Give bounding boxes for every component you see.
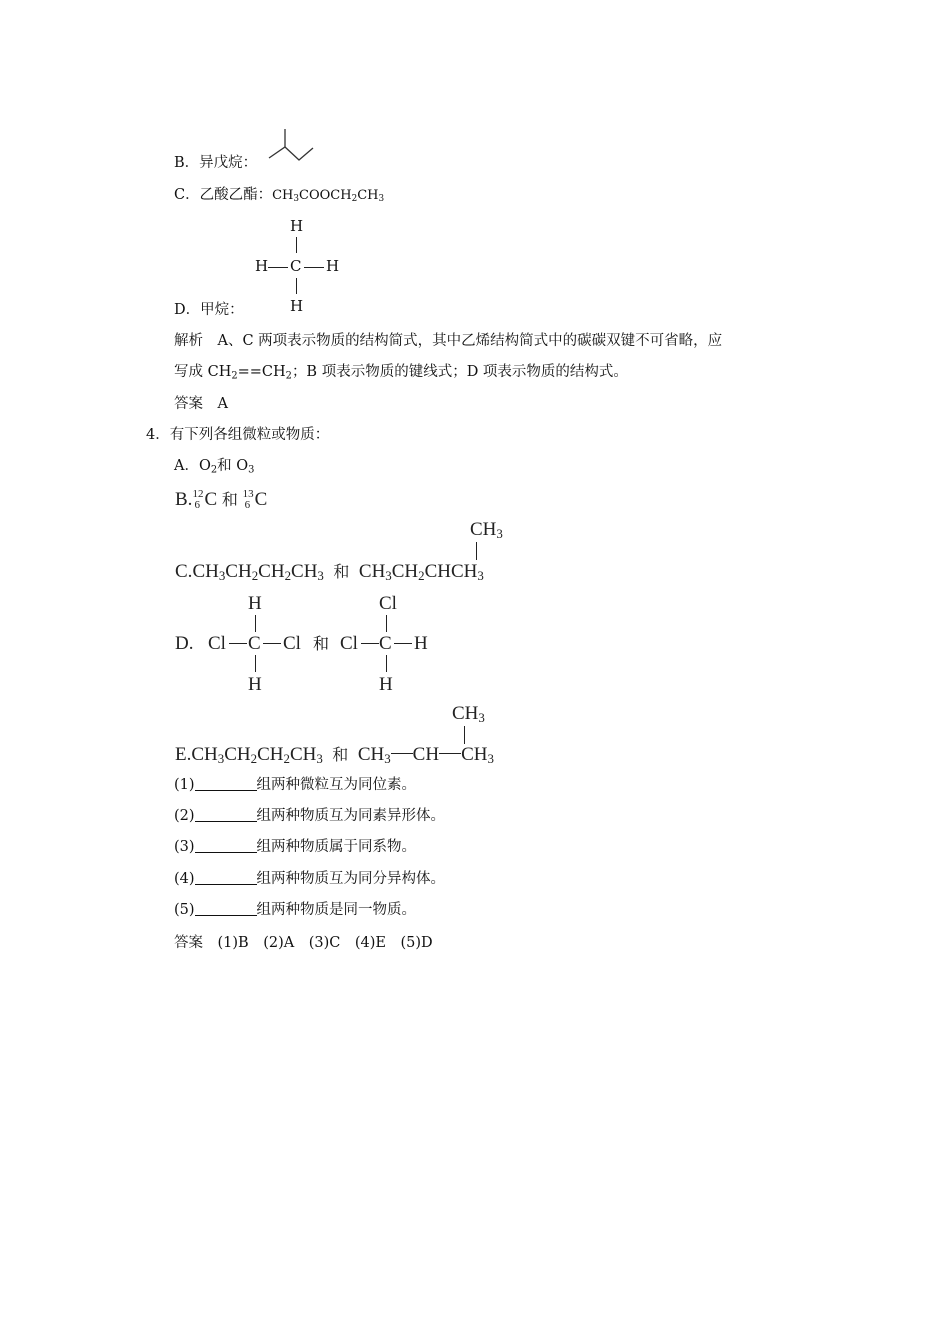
isotope-c12: 12 6 (192, 488, 204, 511)
d2-bond-top (386, 615, 387, 632)
q3-answer: 答案 A (174, 396, 228, 412)
d2-center: C (379, 633, 392, 654)
blank-line-3: (3) 组两种物质属于同系物。 (174, 839, 417, 855)
option-b-label: B．异戊烷： (174, 155, 258, 171)
option-e-formulas: $E.CH_3CH_2CH_2CH_3$ 和 $CH_3$ CH $CH_3$ (175, 744, 494, 767)
methane-bond-top (296, 237, 297, 253)
d1-bond-top (255, 615, 256, 632)
answer-blank-5[interactable] (195, 903, 257, 916)
e-bond-2 (439, 753, 461, 754)
answer-blank-3[interactable] (195, 840, 257, 853)
d2-bond-right (394, 643, 412, 644)
d1-center: C (248, 633, 261, 654)
methane-h-top: H (290, 217, 304, 235)
option-e-branch-bond (464, 726, 465, 744)
option-c-branch-ch3: $CH_3$ (470, 519, 503, 542)
option-d-label: D．甲烷： (174, 302, 244, 318)
d1-left: Cl (208, 633, 226, 654)
answer-blank-2[interactable] (195, 809, 257, 822)
analysis-line-2: 写成 $CH_2==CH_2$；B 项表示物质的键线式；D 项表示物质的结构式。 (174, 364, 628, 382)
e-bond-1 (391, 753, 413, 754)
d2-right: H (414, 633, 428, 654)
d1-bottom: H (248, 674, 262, 695)
blank-line-2: (2) 组两种物质互为同素异形体。 (174, 808, 446, 824)
isotope-c13: 13 6 (242, 488, 254, 511)
d1-bond-right (263, 643, 281, 644)
methane-h-bottom: H (290, 297, 304, 315)
d1-bond-bottom (255, 655, 256, 672)
option-d-label: D. (175, 633, 194, 654)
option-a: A．$O_2$和 $O_3$ (174, 458, 255, 476)
isopentane-chain (269, 147, 313, 160)
d-and: 和 (313, 634, 330, 653)
option-c-label: C．乙酸乙酯： (174, 187, 273, 203)
answer-blank-4[interactable] (195, 872, 257, 885)
methane-h-right: H (326, 257, 340, 275)
option-e-branch-ch3: $CH_3$ (452, 703, 485, 726)
methane-h-left: H (255, 257, 269, 275)
q4-answer: 答案 (1)B (2)A (3)C (4)E (5)D (174, 935, 433, 951)
isopentane-skeletal-formula (0, 0, 950, 200)
option-b-isotopes: B. 12 6 C 和 13 6 C (175, 488, 268, 511)
d2-bottom: H (379, 674, 393, 695)
methane-bond-bottom (296, 278, 297, 294)
option-c-formulas: $C.CH_3CH_2CH_2CH_3$ 和 $CH_3CH_2CHCH_3$ (175, 561, 484, 584)
q4-stem: 4．有下列各组微粒或物质： (146, 427, 330, 443)
blank-line-1: (1) 组两种微粒互为同位素。 (174, 777, 417, 793)
d2-top: Cl (379, 593, 397, 614)
d1-right: Cl (283, 633, 301, 654)
ethyl-acetate-formula: $CH_3COOCH_2CH_3$ (272, 188, 385, 205)
methane-bond-right (304, 267, 324, 268)
blank-line-4: (4) 组两种物质互为同分异构体。 (174, 871, 446, 887)
d1-top: H (248, 593, 262, 614)
d2-bond-bottom (386, 655, 387, 672)
d2-bond-left (361, 643, 379, 644)
methane-c: C (290, 257, 302, 275)
methane-bond-left (268, 267, 288, 268)
analysis-line-1: 解析 A、C 两项表示物质的结构简式，其中乙烯结构简式中的碳碳双键不可省略，应 (174, 333, 723, 349)
blank-line-5: (5) 组两种物质是同一物质。 (174, 902, 417, 918)
d2-left: Cl (340, 633, 358, 654)
option-c-branch-bond (476, 542, 477, 560)
d1-bond-left (229, 643, 247, 644)
answer-blank-1[interactable] (195, 778, 257, 791)
option-c-line (174, 188, 384, 203)
